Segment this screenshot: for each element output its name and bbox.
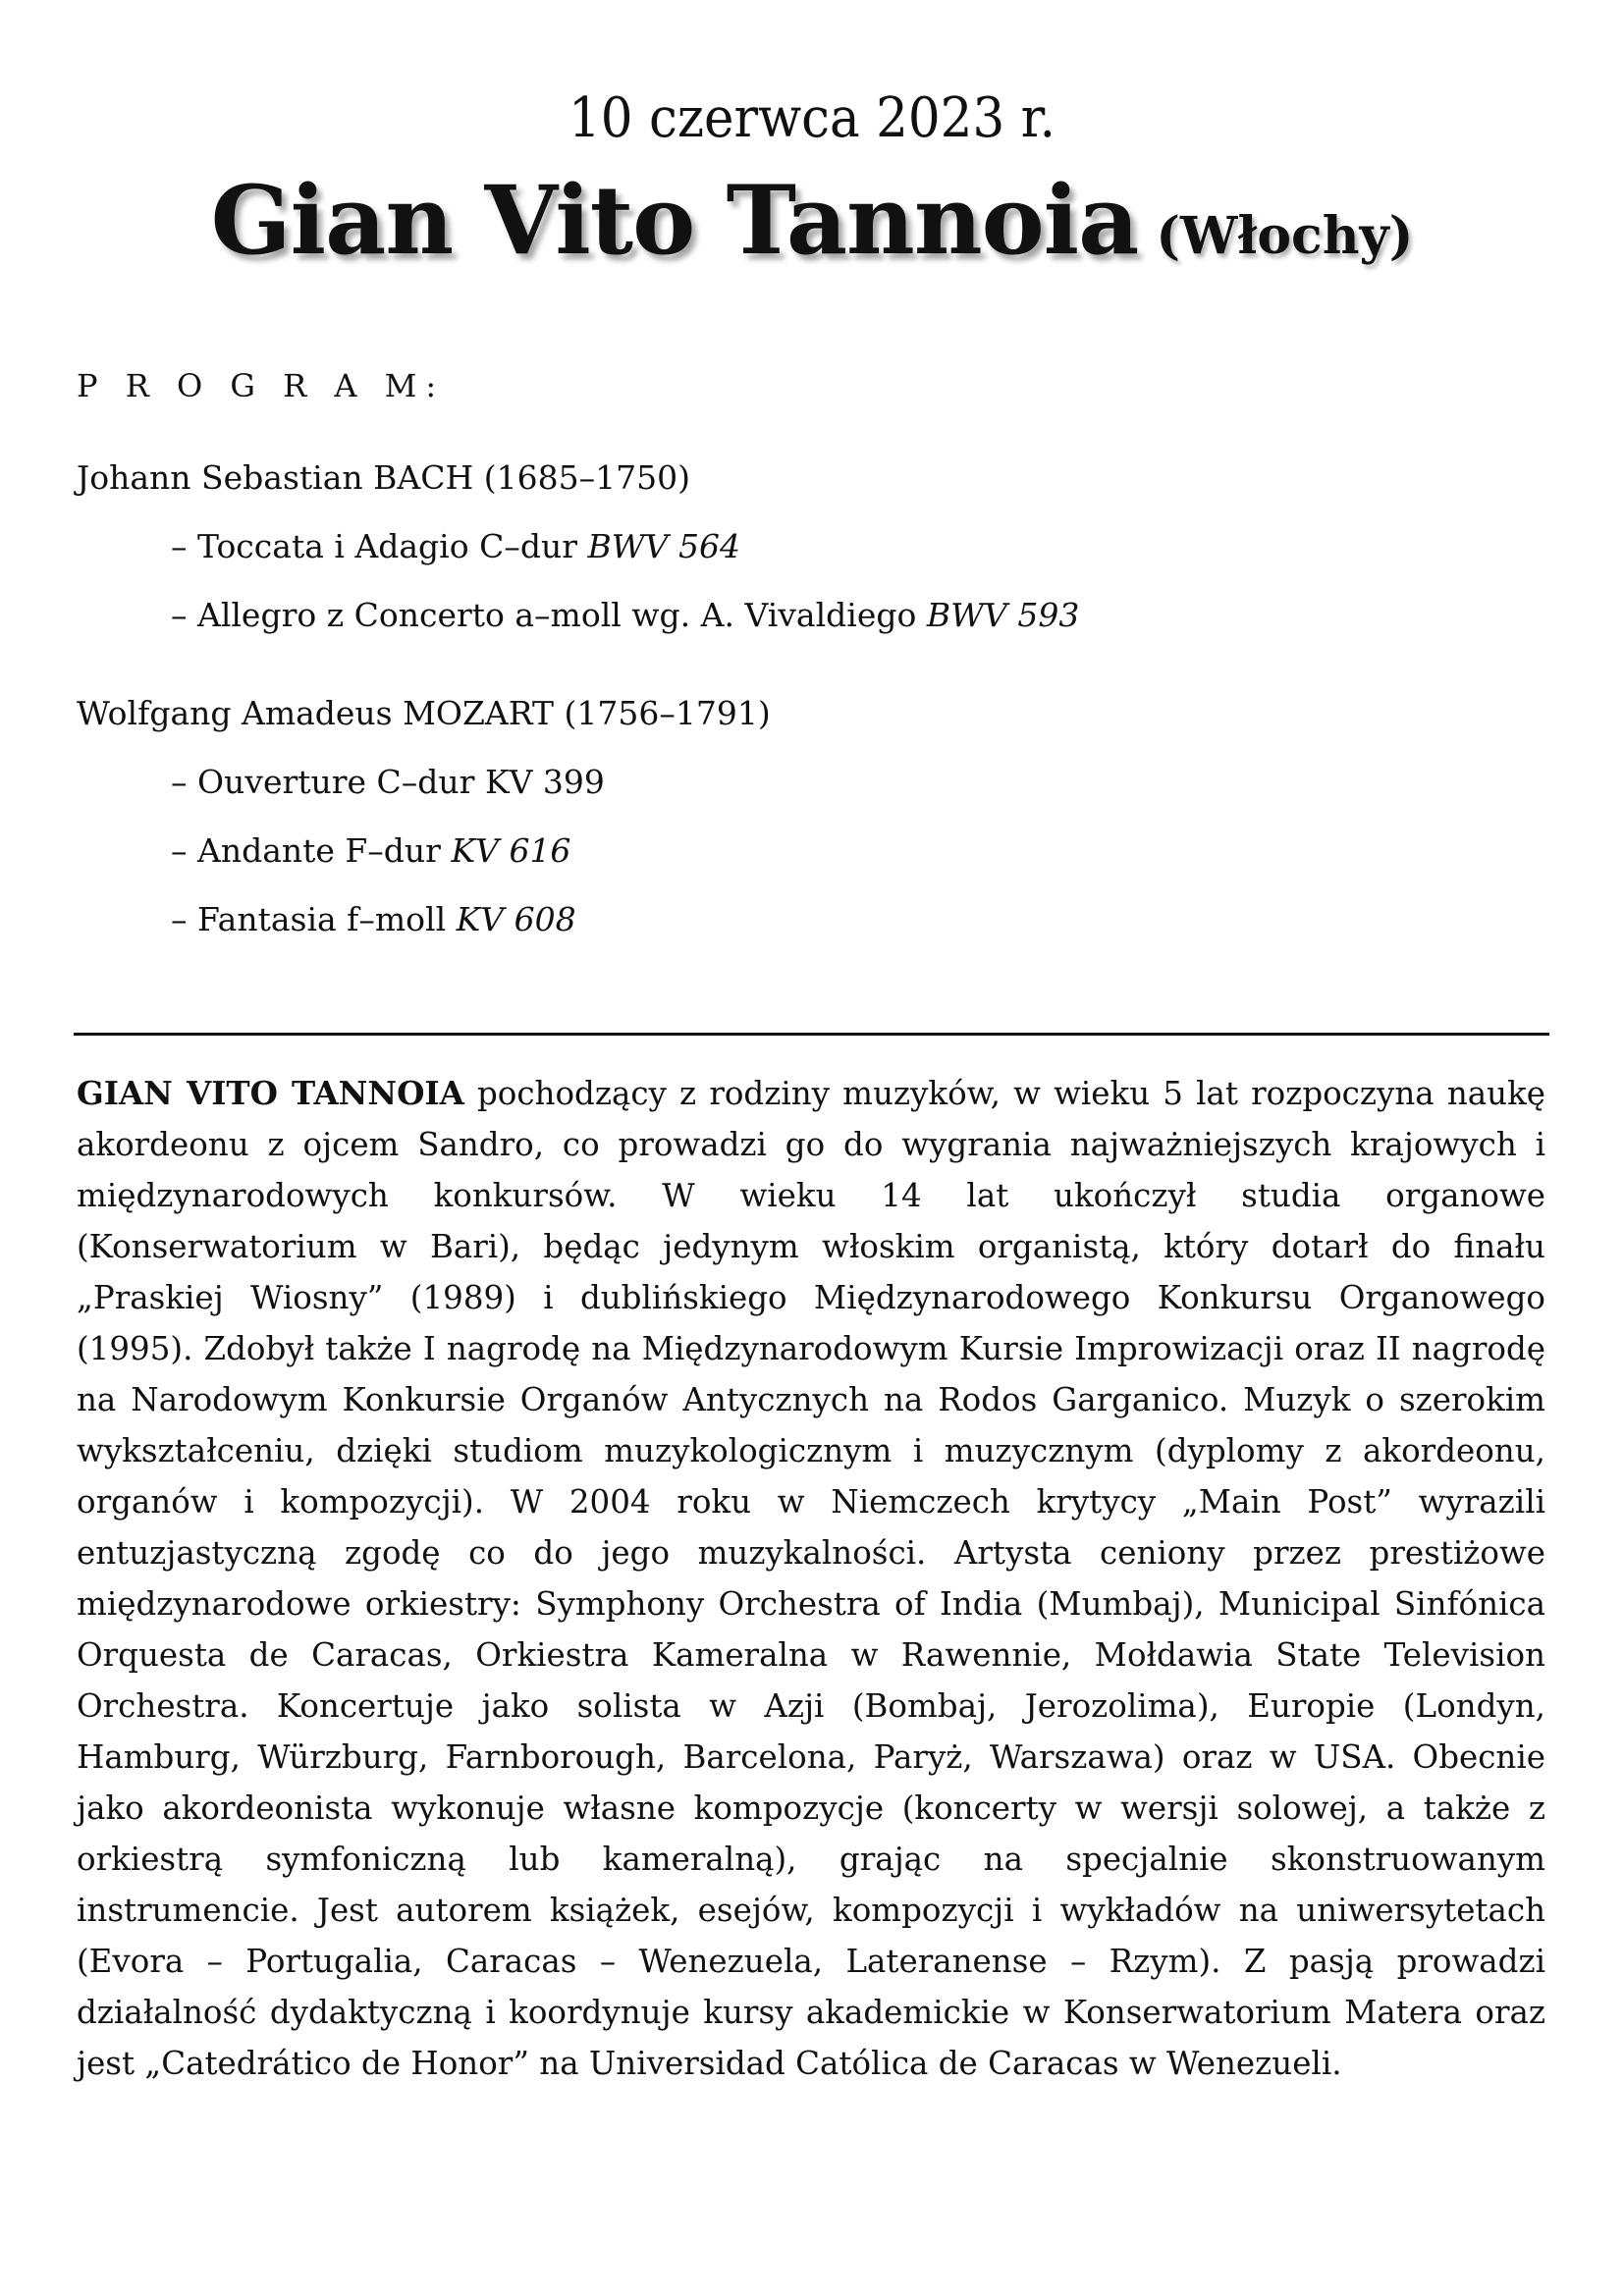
work-item (77, 591, 1079, 660)
section-divider (74, 1033, 1549, 1036)
work-title: – Fantasia f–moll (171, 900, 447, 938)
program-list (77, 454, 1079, 964)
work-title: – Toccata i Adagio C–dur (171, 527, 577, 565)
work-item (77, 522, 1079, 591)
work-title: – Allegro z Concerto a–moll wg. A. Vivaldiego (171, 596, 917, 634)
work-title: – Andante F–dur (171, 831, 441, 870)
performer-name: Gian Vito Tannoia (210, 165, 1139, 276)
composer-heading: Johann Sebastian BACH (1685–1750) (77, 458, 690, 497)
work-catalog: BWV 593 (926, 596, 1080, 634)
work-item (77, 758, 1079, 827)
work-title: – Ouverture C–dur KV 399 (171, 763, 605, 801)
performer-country: (Włochy) (1156, 206, 1414, 266)
work-catalog: KV 608 (456, 900, 576, 938)
spacer (77, 660, 1079, 689)
composer-heading: Wolfgang Amadeus MOZART (1756–1791) (77, 694, 771, 732)
work-catalog: KV 616 (451, 831, 571, 870)
concert-date: 10 czerwca 2023 r. (568, 86, 1056, 150)
biography-name: GIAN VITO TANNOIA (77, 1074, 464, 1112)
work-catalog: BWV 564 (587, 527, 740, 565)
biography (77, 1068, 1545, 2089)
biography-text: pochodzący z rodziny muzyków, w wieku 5 lat rozpoczyna naukę akordeonu z ojcem Sandro, co prowadzi go do wygrania najważniejszych krajowych i międzynarodowych konkursów. W wieku 14 lat ukończył studia organowe (Konserwatorium w Bari), będąc jedynym włoskim organistą, który dotarł do finału „Praskiej Wiosny” (1989) i dublińskiego Międzynarodowego Konkursu Organowego (1995). Zdobył także I nagrodę na Międzynarodowym Kursie Improwizacji oraz II nagrodę na Narodowym Konkursie Organów Antycznych na Rodos Garganico. Muzyk o szerokim wykształceniu, dzięki studiom muzykologicznym i muzycznym (dyplomy z akordeonu, organów i kompozycji). W 2004 roku w Niemczech krytycy „Main Post” wyrazili entuzjastyczną zgodę co do jego muzykalności. Artysta ceniony przez prestiżowe międzynarodowe orkiestry: Symphony Orchestra of India (Mumbaj), Municipal Sinfónica Orquesta de Caracas, Orkiestra Kameralna w Rawennie, Mołdawia State Television Orchestra. Koncertuje jako solista w Azji (Bombaj, Jerozolima), Europie (Londyn, Hamburg, Würzburg, Farnborough, Barcelona, Paryż, Warszawa) oraz w USA. Obecnie jako akordeonista wykonuje własne kompozycje (koncerty w wersji solowej, a także z orkiestrą symfoniczną lub kameralną), grając na specjalnie skonstruowanym instrumencie. Jest autorem książek, esejów, kompozycji i wykładów na uniwersytetach (Evora – Portugalia, Caracas – Wenezuela, Lateranense – Rzym). Z pasją prowadzi działalność dydaktyczną i koordynuje kursy akademickie w Konserwatorium Matera oraz jest „Catedrático de Honor” na Universidad Católica de Caracas w Wenezueli. (77, 1075, 1545, 2082)
work-item (77, 895, 1079, 964)
program-label: P R O G R A M: (77, 367, 446, 404)
headline (0, 165, 1624, 276)
work-item (77, 827, 1079, 895)
